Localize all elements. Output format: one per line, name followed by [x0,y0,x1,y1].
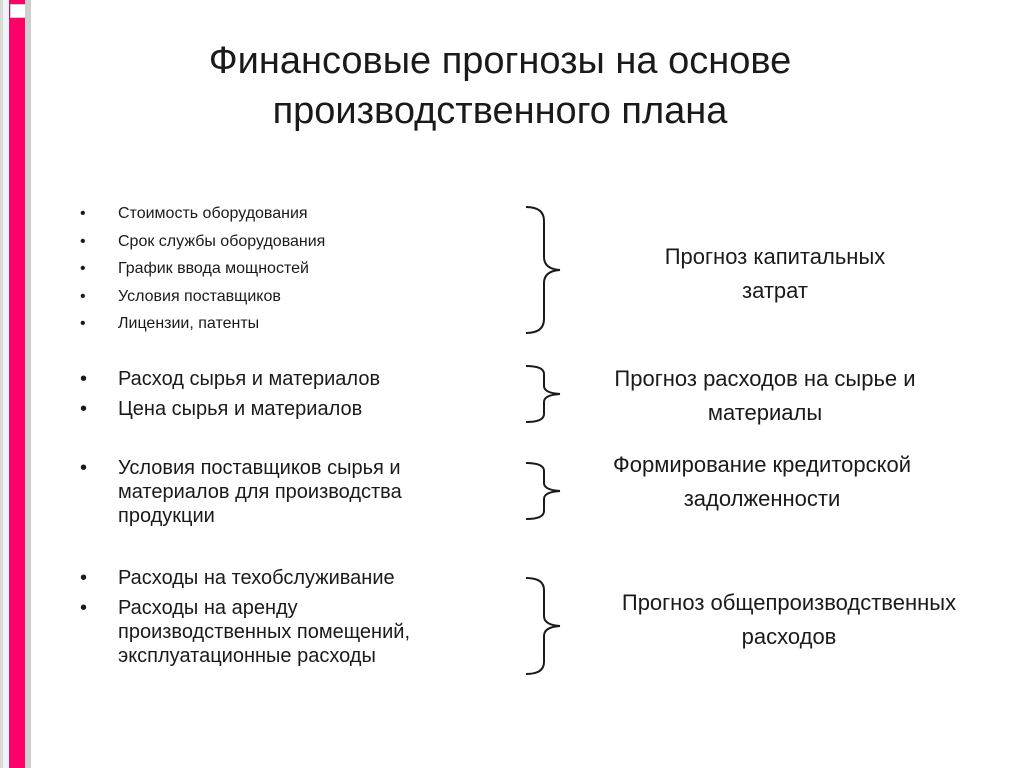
result-materials-forecast [575,362,955,430]
result-line: затрат [742,278,808,303]
result-line: материалы [707,400,823,425]
decor-corner-square [10,4,26,18]
list-item: • Срок службы оборудования [80,228,460,256]
factor-list-capital [80,200,460,338]
list-item: • Условия поставщиков сырья и материалов для производства продукции [80,456,460,528]
slide-title-line1: Финансовые прогнозы на основе [208,40,792,82]
result-line: Прогноз капитальных [664,244,886,269]
decor-stripe-light [3,0,8,768]
result-payables-forecast [570,448,954,516]
decor-stripe-pink [9,0,25,768]
result-overhead-forecast [580,586,998,654]
result-capital-forecast [630,240,920,308]
curly-brace-icon [524,461,568,521]
curly-brace-icon [524,364,568,424]
factor-list-overhead [80,566,460,668]
slide-title-line2: производственного плана [272,90,728,132]
list-item: • Цена сырья и материалов [80,397,460,421]
list-item: • Расход сырья и материалов [80,367,460,391]
factor-list-payables [80,456,460,528]
decor-stripe-gray-right [25,0,31,768]
result-line: Формирование кредиторской [613,452,911,477]
result-line: расходов [741,624,837,649]
result-line: Прогноз общепроизводственных [621,590,957,615]
result-line: задолженности [683,486,841,511]
slide-title [150,36,850,136]
factor-list-materials [80,367,460,427]
curly-brace-icon [524,576,568,676]
list-item: • Расходы на аренду производственных помещений, эксплуатационные расходы [80,596,460,668]
list-item: • Условия поставщиков [80,283,460,311]
list-item: • Стоимость оборудования [80,200,460,228]
list-item: • Лицензии, патенты [80,310,460,338]
list-item: • Расходы на техобслуживание [80,566,460,590]
list-item: • График ввода мощностей [80,255,460,283]
curly-brace-icon [524,205,568,335]
result-line: Прогноз расходов на сырье и [614,366,916,391]
